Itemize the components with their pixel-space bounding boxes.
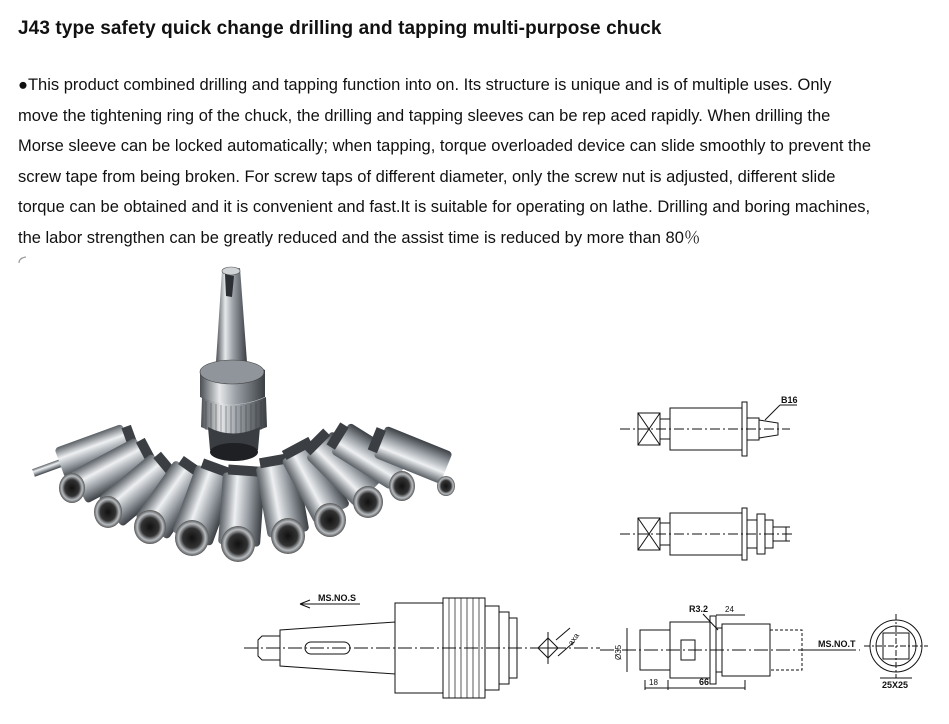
label-axa: axa: [566, 631, 582, 648]
chuck-drawing: [244, 598, 600, 698]
tap-sleeve-drawing: [620, 508, 795, 560]
description-line: torque can be obtained and it is convenient and fast.It is suitable for operating on lathe. Drilling and boring machines,: [18, 198, 871, 216]
label-dim-18: 18: [649, 678, 658, 687]
label-dim-66: 66: [699, 677, 710, 687]
technical-drawings: [238, 390, 938, 700]
label-r3-2: R3.2: [689, 604, 709, 614]
description-line: the labor strengthen can be greatly reduced and the assist time is reduced by more than 80％: [18, 228, 701, 247]
page-title: J43 type safety quick change drilling and tapping multi-purpose chuck: [18, 18, 662, 39]
drill-sleeve-drawing: [620, 402, 797, 456]
label-phi35: Ø35: [614, 644, 623, 660]
product-description: [18, 70, 930, 253]
label-b16: B16: [781, 395, 798, 405]
tap-section-drawing: [600, 614, 860, 690]
description-line: screw tape from being broken. For screw taps of different diameter, only the screw nut is adjusted, different slide: [18, 167, 836, 186]
description-line: ●This product combined drilling and tapping function into on. Its structure is unique and is of multiple uses. Only: [18, 76, 832, 94]
description-line: Morse sleeve can be locked automatically; when tapping, torque overloaded device can slide smoothly to prevent the: [18, 137, 871, 155]
label-dim-24: 24: [725, 605, 734, 614]
description-line: move the tightening ring of the chuck, the drilling and tapping sleeves can be rep aced rapidly. When drilling the: [18, 106, 831, 125]
label-25x25: 25X25: [882, 680, 909, 690]
end-view-drawing: [864, 614, 928, 678]
label-ms-no-t: MS.NO.T: [818, 639, 856, 649]
label-ms-no-s: MS.NO.S: [318, 593, 357, 603]
